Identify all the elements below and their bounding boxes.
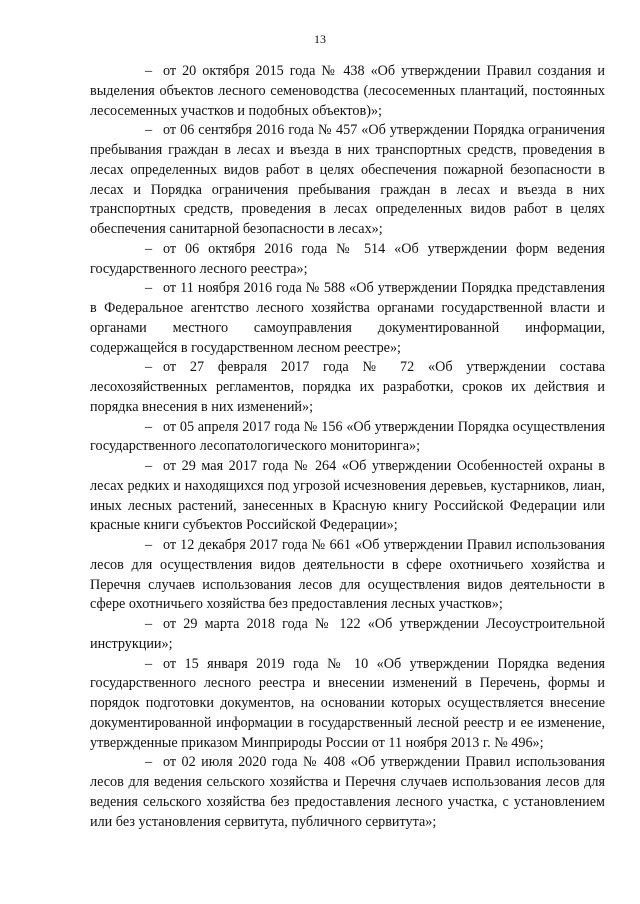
list-item-text: от 02 июля 2020 года № 408 «Об утверждении Правил использования лесов для ведения сельского хозяйства и Перечня случаев использования лесов для ведения сельского хозяйства без предоставления лесного участка, с установлением или без установления сервитута, публичного сервитута»; bbox=[90, 754, 605, 830]
list-item bbox=[90, 279, 605, 358]
list-item bbox=[90, 62, 605, 121]
list-item-text: от 12 декабря 2017 года № 661 «Об утверждении Правил использования лесов для осуществления видов деятельности в сфере охотничьего хозяйства и Перечня случаев использования лесов для осуществления видов деятельности в сфере охотничьего хозяйства без предоставления лесных участков»; bbox=[90, 537, 605, 613]
list-dash: – bbox=[145, 63, 153, 79]
list-item bbox=[90, 536, 605, 615]
list-item-text: от 06 октября 2016 года № 514 «Об утверждении форм ведения государственного лесного реестра»; bbox=[90, 240, 605, 277]
list-dash: – bbox=[145, 280, 153, 297]
list-item-text: от 05 апреля 2017 года № 156 «Об утверждении Порядка осуществления государственного лесопатологического мониторинга»; bbox=[90, 418, 605, 455]
list-item-text: от 29 марта 2018 года № 122 «Об утверждении Лесоустроительной инструкции»; bbox=[90, 616, 605, 652]
list-dash: – bbox=[145, 240, 153, 257]
list-dash: – bbox=[145, 359, 153, 376]
list-item bbox=[90, 418, 605, 458]
list-item bbox=[90, 615, 605, 655]
list-item bbox=[90, 457, 605, 536]
list-item bbox=[90, 121, 605, 240]
list-item-text: от 15 января 2019 года № 10 «Об утверждении Порядка ведения государственного лесного реестра и внесении изменений в Перечень, формы и порядок подготовки документов, на основании которых осуществляется внесение документированной информации в государственный лесной реестр и ее изменение, утвержденные приказом Минприроды России от 11 ноября 2013 г. № 496»; bbox=[90, 655, 605, 751]
list-item-text: от 29 мая 2017 года № 264 «Об утверждении Особенностей охраны в лесах редких и находящихся под угрозой исчезновения деревьев, кустарников, лиан, иных лесных растений, занесенных в Красную книгу Российской Федерации или красные книги субъектов Российской Федерации»; bbox=[90, 458, 605, 534]
list-item-text: от 11 ноября 2016 года № 588 «Об утверждении Порядка представления в Федеральное агентство лесного хозяйства органами государственной власти и органами местного самоуправления документированной информации, содержащейся в государственном лесном реестре»; bbox=[90, 280, 605, 356]
list-dash: – bbox=[145, 754, 153, 771]
list-dash: – bbox=[145, 418, 153, 435]
page-number: 13 bbox=[314, 32, 326, 46]
document-body bbox=[90, 62, 605, 832]
list-dash: – bbox=[145, 537, 153, 553]
list-item-text: от 06 сентября 2016 года № 457 «Об утверждении Порядка ограничения пребывания граждан в лесах и въезда в них транспортных средств, проведения в лесах определенных видов работ в целях обеспечения пожарной безопасности в лесах и Порядка ограничения пребывания граждан в лесах и въезда в них транспортных средств, проведения в лесах определенных видов работ в целях обеспечения санитарной безопасности в лесах»; bbox=[90, 122, 605, 237]
list-dash: – bbox=[145, 122, 153, 139]
list-item bbox=[90, 358, 605, 417]
list-item bbox=[90, 753, 605, 832]
list-dash: – bbox=[145, 655, 153, 672]
list-dash: – bbox=[145, 616, 153, 632]
list-item bbox=[90, 655, 605, 754]
list-item-text: от 20 октября 2015 года № 438 «Об утверждении Правил создания и выделения объектов лесного семеноводства (лесосеменных плантаций, постоянных лесосеменных участков и подобных объектов)»; bbox=[90, 63, 605, 119]
list-item bbox=[90, 240, 605, 280]
list-item-text: от 27 февраля 2017 года № 72 «Об утверждении состава лесохозяйственных регламентов, порядка их разработки, сроков их действия и порядка внесения в них изменений»; bbox=[90, 359, 605, 415]
list-dash: – bbox=[145, 458, 153, 474]
